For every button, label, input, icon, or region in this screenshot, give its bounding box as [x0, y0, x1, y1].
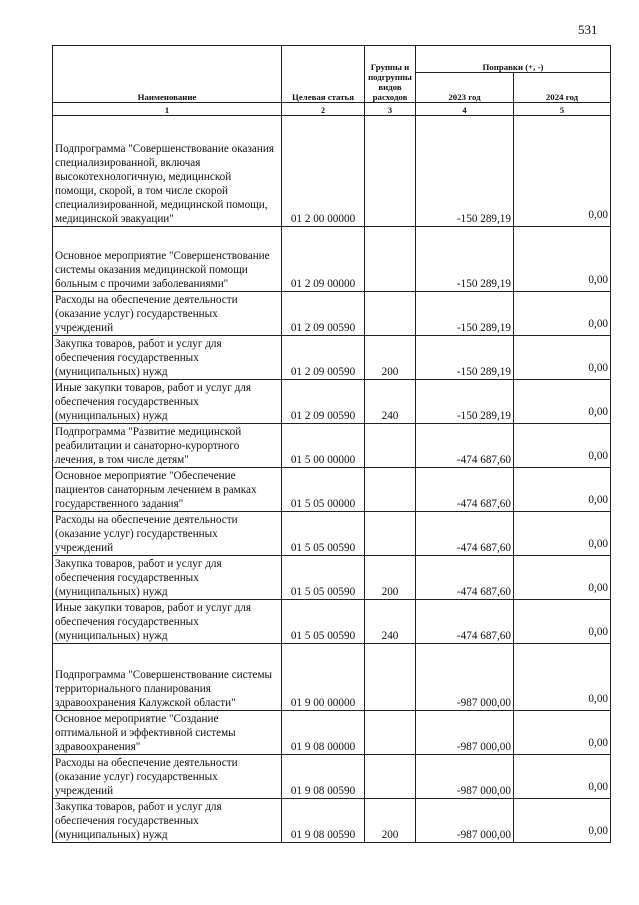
row-amount-2024-cell — [514, 336, 611, 380]
row-name-line: (оказание услуг) государственных — [55, 528, 218, 540]
row-name-line: медицинской эвакуации" — [55, 213, 174, 225]
row-expense-group — [365, 512, 416, 556]
row-amount-2024-cell — [514, 468, 611, 512]
row-name-line: Закупка товаров, работ и услуг для — [55, 801, 222, 813]
table-row — [53, 644, 611, 711]
row-name-line: Закупка товаров, работ и услуг для — [55, 558, 222, 570]
row-amount-2023: -474 687,60 — [416, 468, 514, 512]
row-amount-2024-cell — [514, 380, 611, 424]
row-name-line: обеспечения государственных — [55, 616, 199, 628]
header-year-2023: 2023 год — [416, 73, 514, 103]
row-name-line: государственного задания" — [55, 498, 184, 510]
row-name — [53, 512, 282, 556]
row-target-article: 01 5 05 00590 — [282, 600, 365, 644]
column-number: 3 — [365, 103, 416, 116]
row-expense-group — [365, 644, 416, 711]
row-name — [53, 644, 282, 711]
row-target-article: 01 2 09 00000 — [282, 227, 365, 292]
row-name-line: Подпрограмма "Совершенствование оказания — [55, 143, 274, 155]
table-row — [53, 292, 611, 336]
row-expense-group: 200 — [365, 556, 416, 600]
row-name-line: Закупка товаров, работ и услуг для — [55, 338, 222, 350]
row-name-line: больным с прочими заболеваниями" — [55, 278, 229, 290]
row-name — [53, 424, 282, 468]
row-name-line: Основное мероприятие "Обеспечение — [55, 470, 236, 482]
table-row — [53, 380, 611, 424]
row-name-line: (муниципальных) нужд — [55, 366, 168, 378]
row-name-line: системы оказания медицинской помощи — [55, 264, 248, 276]
row-target-article: 01 5 05 00590 — [282, 556, 365, 600]
row-amount-2024: 0,00 — [588, 209, 608, 221]
row-amount-2024-cell — [514, 116, 611, 227]
row-name — [53, 556, 282, 600]
row-amount-2024-cell — [514, 227, 611, 292]
row-expense-group — [365, 227, 416, 292]
row-amount-2023: -474 687,60 — [416, 512, 514, 556]
row-name — [53, 711, 282, 755]
row-name — [53, 799, 282, 843]
table-row — [53, 468, 611, 512]
row-name-line: Основное мероприятие "Создание — [55, 713, 219, 725]
row-amount-2023: -987 000,00 — [416, 755, 514, 799]
row-amount-2023: -150 289,19 — [416, 380, 514, 424]
row-name — [53, 336, 282, 380]
row-amount-2024-cell — [514, 600, 611, 644]
table-row — [53, 424, 611, 468]
row-name — [53, 116, 282, 227]
row-expense-group — [365, 711, 416, 755]
row-expense-group — [365, 424, 416, 468]
row-amount-2023: -474 687,60 — [416, 600, 514, 644]
row-target-article: 01 9 08 00590 — [282, 755, 365, 799]
row-name — [53, 227, 282, 292]
row-amount-2023: -474 687,60 — [416, 556, 514, 600]
row-expense-group — [365, 292, 416, 336]
row-name-line: реабилитации и санаторно-курортного — [55, 440, 240, 452]
row-name-line: обеспечения государственных — [55, 572, 199, 584]
row-amount-2024: 0,00 — [588, 274, 608, 286]
row-target-article: 01 5 05 00590 — [282, 512, 365, 556]
row-amount-2024: 0,00 — [588, 582, 608, 594]
row-name-line: учреждений — [55, 785, 114, 797]
row-amount-2024: 0,00 — [588, 626, 608, 638]
row-amount-2024-cell — [514, 711, 611, 755]
row-amount-2023: -987 000,00 — [416, 644, 514, 711]
row-name-line: (муниципальных) нужд — [55, 586, 168, 598]
row-amount-2024: 0,00 — [588, 362, 608, 374]
row-expense-group: 240 — [365, 600, 416, 644]
row-target-article: 01 9 08 00590 — [282, 799, 365, 843]
column-number: 5 — [514, 103, 611, 116]
row-amount-2024: 0,00 — [588, 406, 608, 418]
row-name-line: (муниципальных) нужд — [55, 630, 168, 642]
row-name — [53, 468, 282, 512]
row-name-line: Расходы на обеспечение деятельности — [55, 294, 238, 306]
row-name-line: территориального планирования — [55, 683, 211, 695]
row-target-article: 01 5 05 00000 — [282, 468, 365, 512]
budget-table — [52, 45, 611, 843]
row-amount-2024-cell — [514, 556, 611, 600]
row-name-line: здравоохранения Калужской области" — [55, 697, 236, 709]
table-row — [53, 755, 611, 799]
row-name-line: лечения, в том числе детям" — [55, 454, 189, 466]
row-amount-2024-cell — [514, 292, 611, 336]
table-row — [53, 600, 611, 644]
row-name-line: обеспечения государственных — [55, 352, 199, 364]
row-name-line: (оказание услуг) государственных — [55, 308, 218, 320]
row-target-article: 01 9 00 00000 — [282, 644, 365, 711]
row-amount-2023: -150 289,19 — [416, 227, 514, 292]
row-name-line: обеспечения государственных — [55, 815, 199, 827]
header-year-2024: 2024 год — [514, 73, 611, 103]
row-name-line: помощи, скорой, в том числе скорой — [55, 185, 229, 197]
row-name-line: обеспечения государственных — [55, 396, 199, 408]
row-name-line: Иные закупки товаров, работ и услуг для — [55, 602, 252, 614]
row-name-line: (оказание услуг) государственных — [55, 771, 218, 783]
row-expense-group — [365, 755, 416, 799]
row-name-line: специализированной, медицинской помощи, — [55, 199, 268, 211]
row-name — [53, 755, 282, 799]
row-name-line: Расходы на обеспечение деятельности — [55, 757, 238, 769]
header-name: Наименование — [53, 46, 282, 103]
table-row — [53, 227, 611, 292]
row-name-line: Подпрограмма "Совершенствование системы — [55, 669, 273, 681]
row-amount-2024-cell — [514, 424, 611, 468]
row-amount-2024: 0,00 — [588, 538, 608, 550]
row-amount-2024: 0,00 — [588, 737, 608, 749]
row-target-article: 01 2 00 00000 — [282, 116, 365, 227]
row-amount-2023: -150 289,19 — [416, 336, 514, 380]
row-name — [53, 600, 282, 644]
row-amount-2024-cell — [514, 644, 611, 711]
table-row — [53, 336, 611, 380]
row-name — [53, 292, 282, 336]
row-target-article: 01 5 00 00000 — [282, 424, 365, 468]
row-expense-group: 200 — [365, 799, 416, 843]
row-amount-2024: 0,00 — [588, 494, 608, 506]
table-row — [53, 556, 611, 600]
row-amount-2024: 0,00 — [588, 781, 608, 793]
row-name — [53, 380, 282, 424]
column-number: 1 — [53, 103, 282, 116]
row-name-line: оптимальной и эффективной системы — [55, 727, 236, 739]
row-expense-group: 240 — [365, 380, 416, 424]
row-name-line: пациентов санаторным лечением в рамках — [55, 484, 257, 496]
row-expense-group: 200 — [365, 336, 416, 380]
table-row — [53, 711, 611, 755]
row-target-article: 01 2 09 00590 — [282, 380, 365, 424]
row-expense-group — [365, 468, 416, 512]
header-expense-groups: Группы и подгруппы видов расходов — [365, 46, 416, 103]
row-name-line: высокотехнологичную, медицинской — [55, 171, 232, 183]
row-name-line: Подпрограмма "Развитие медицинской — [55, 426, 242, 438]
row-amount-2024-cell — [514, 799, 611, 843]
row-amount-2023: -150 289,19 — [416, 116, 514, 227]
row-target-article: 01 2 09 00590 — [282, 292, 365, 336]
row-amount-2024: 0,00 — [588, 693, 608, 705]
row-amount-2023: -987 000,00 — [416, 711, 514, 755]
row-amount-2024-cell — [514, 755, 611, 799]
table-row — [53, 116, 611, 227]
column-number: 2 — [282, 103, 365, 116]
row-name-line: Иные закупки товаров, работ и услуг для — [55, 382, 252, 394]
row-name-line: учреждений — [55, 542, 114, 554]
table-row — [53, 799, 611, 843]
page-number: 531 — [578, 22, 598, 37]
table-row — [53, 512, 611, 556]
row-amount-2024: 0,00 — [588, 450, 608, 462]
header-amendments: Поправки (+, -) — [416, 46, 611, 73]
row-amount-2023: -987 000,00 — [416, 799, 514, 843]
row-amount-2024: 0,00 — [588, 318, 608, 330]
row-name-line: Основное мероприятие "Совершенствование — [55, 250, 270, 262]
row-name-line: (муниципальных) нужд — [55, 410, 168, 422]
row-amount-2024: 0,00 — [588, 825, 608, 837]
row-name-line: Расходы на обеспечение деятельности — [55, 514, 238, 526]
row-amount-2024-cell — [514, 512, 611, 556]
row-amount-2023: -150 289,19 — [416, 292, 514, 336]
row-name-line: (муниципальных) нужд — [55, 829, 168, 841]
row-target-article: 01 2 09 00590 — [282, 336, 365, 380]
header-target-article: Целевая статья — [282, 46, 365, 103]
row-amount-2023: -474 687,60 — [416, 424, 514, 468]
row-target-article: 01 9 08 00000 — [282, 711, 365, 755]
row-expense-group — [365, 116, 416, 227]
column-number: 4 — [416, 103, 514, 116]
row-name-line: специализированной, включая — [55, 157, 201, 169]
row-name-line: здравоохранения" — [55, 741, 141, 753]
row-name-line: учреждений — [55, 322, 114, 334]
